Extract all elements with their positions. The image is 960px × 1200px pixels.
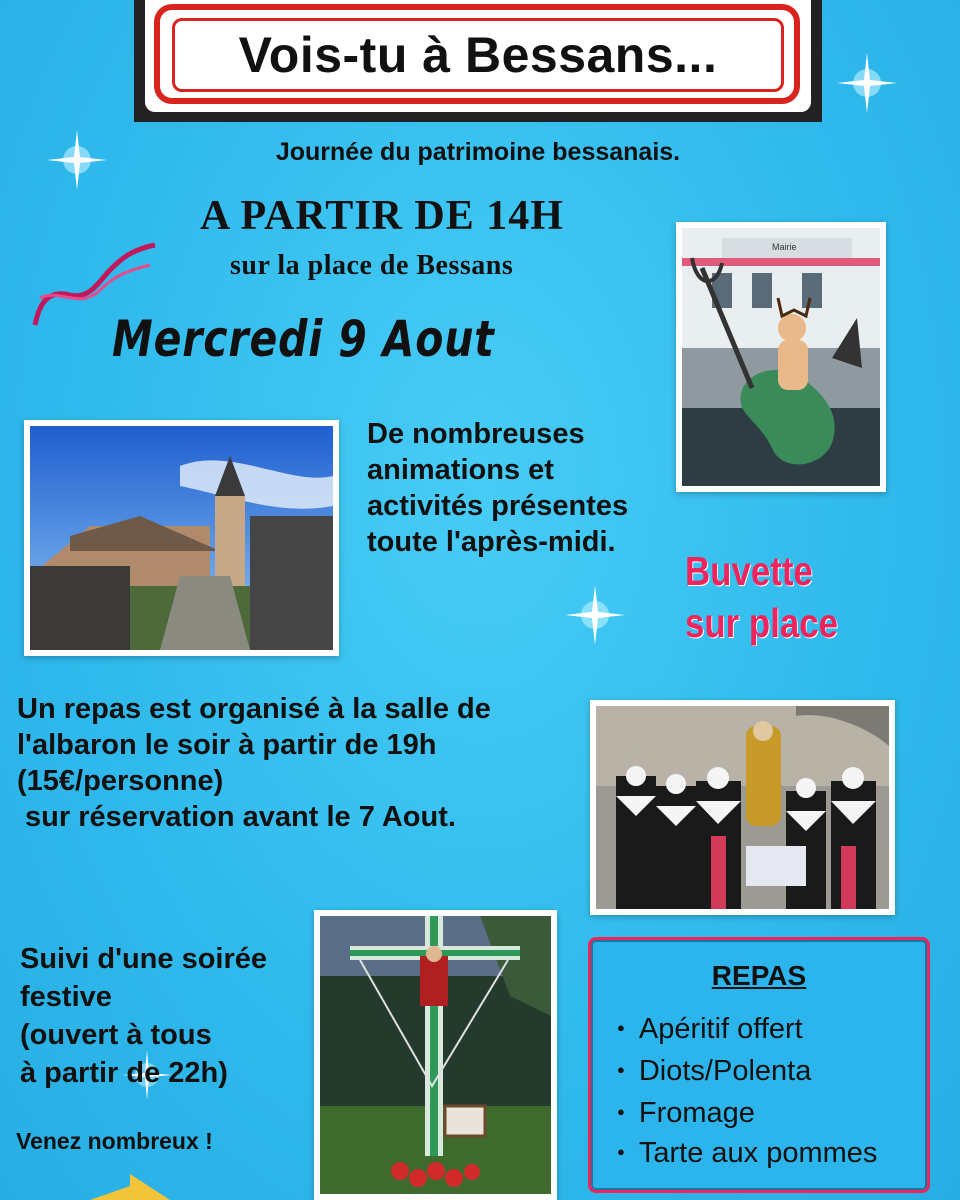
event-date: Mercredi 9 Aout <box>112 310 495 368</box>
sparkle-icon <box>560 580 630 650</box>
photo-church <box>24 420 339 656</box>
buvette-text: Buvette sur place <box>685 548 839 646</box>
photo-mairie-statue <box>676 222 886 492</box>
mairie-sign-text: Mairie <box>772 242 797 252</box>
place-text: sur la place de Bessans <box>230 250 514 281</box>
header-sign <box>172 18 784 92</box>
page-title: Vois-tu à Bessans... <box>238 27 718 83</box>
subtitle: Journée du patrimoine bessanais. <box>275 138 681 166</box>
closing-text: Venez nombreux ! <box>16 1128 213 1154</box>
arrow-decoration <box>90 1168 180 1200</box>
photo-cross <box>314 910 557 1200</box>
sparkle-icon <box>832 48 902 118</box>
repas-box <box>588 937 930 1193</box>
menu-item: ● Diots/Polenta <box>617 1055 811 1088</box>
repas-title: REPAS <box>711 960 807 991</box>
photo-procession <box>590 700 895 915</box>
menu-item: ● Tarte aux pommes <box>617 1137 877 1170</box>
menu-item: ● Apéritif offert <box>617 1013 803 1046</box>
meal-text: Un repas est organisé à la salle de l'albaron le soir à partir de 19h (15€/personne) sur réservation avant le 7 Aout. <box>17 693 491 833</box>
menu-item: ● Fromage <box>617 1097 755 1130</box>
evening-text: Suivi d'une soirée festive (ouvert à tous à partir de 22h) <box>20 943 268 1089</box>
start-time: A PARTIR DE 14H <box>200 193 564 239</box>
activities-text: De nombreuses animations et activités présentes toute l'après-midi. <box>367 418 629 558</box>
